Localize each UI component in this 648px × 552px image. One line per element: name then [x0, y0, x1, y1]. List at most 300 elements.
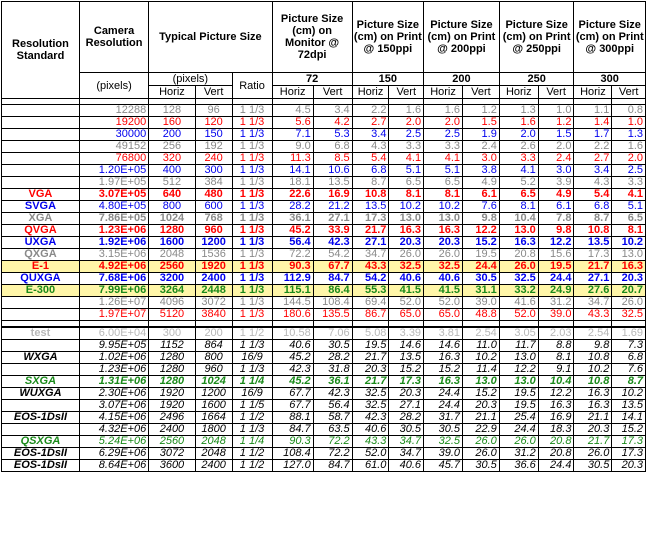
cell-monitor-horiz: 67.7	[272, 388, 313, 400]
cell-ratio: 1 1/3	[232, 213, 272, 225]
cell-monitor-horiz: 11.3	[272, 153, 313, 165]
cell-200-vert: 19.5	[463, 249, 500, 261]
cell-200-vert: 20.3	[463, 400, 500, 412]
cell-pixels-horiz: 1280	[149, 364, 196, 376]
cell-pixels-horiz: 3264	[149, 285, 196, 297]
table-row	[2, 388, 646, 400]
cell-standard: QXGA	[2, 249, 80, 261]
cell-150-horiz: 86.7	[352, 309, 389, 321]
cell-250-horiz: 26.0	[499, 436, 538, 448]
cell-pixels-vert: 150	[195, 129, 232, 141]
cell-150-horiz: 17.3	[352, 213, 389, 225]
cell-250-vert: 6.1	[538, 201, 574, 213]
cell-250-horiz: 6.5	[499, 189, 538, 201]
cell-monitor-horiz: 4.5	[272, 105, 313, 117]
cell-250-horiz: 19.5	[499, 400, 538, 412]
cell-150-horiz: 27.1	[352, 237, 389, 249]
cell-monitor-vert: 56.4	[313, 400, 352, 412]
cell-300-vert: 1.3	[612, 129, 646, 141]
cell-standard	[2, 297, 80, 309]
header-ppi-150: 150	[352, 73, 423, 86]
cell-300-horiz: 10.8	[574, 225, 612, 237]
cell-pixels-horiz: 2496	[149, 412, 196, 424]
cell-150-horiz: 21.7	[352, 376, 389, 388]
cell-300-horiz: 10.2	[574, 364, 612, 376]
cell-300-horiz: 3.4	[574, 165, 612, 177]
cell-150-horiz: 34.7	[352, 249, 389, 261]
cell-200-vert: 30.5	[463, 460, 500, 472]
cell-150-horiz: 32.5	[352, 400, 389, 412]
cell-150-horiz: 10.8	[352, 189, 389, 201]
cell-150-horiz: 3.4	[352, 129, 389, 141]
table-row	[2, 237, 646, 249]
cell-pixels-vert: 240	[195, 153, 232, 165]
cell-250-horiz: 8.1	[499, 201, 538, 213]
cell-150-vert: 5.1	[389, 165, 424, 177]
cell-pixels-horiz: 1280	[149, 352, 196, 364]
header-dpi-72: 72	[272, 73, 352, 86]
cell-200-horiz: 20.3	[424, 237, 463, 249]
cell-150-vert: 20.3	[389, 388, 424, 400]
cell-ratio: 1 1/3	[232, 189, 272, 201]
table-row	[2, 189, 646, 201]
cell-300-vert: 16.3	[612, 261, 646, 273]
cell-standard: EOS-1DsII	[2, 412, 80, 424]
table-row	[2, 105, 646, 117]
cell-resolution: 49152	[79, 141, 148, 153]
cell-ratio: 1 1/3	[232, 129, 272, 141]
cell-250-horiz: 3.05	[499, 327, 538, 340]
cell-250-vert: 16.9	[538, 412, 574, 424]
cell-monitor-horiz: 115.1	[272, 285, 313, 297]
cell-pixels-vert: 3072	[195, 297, 232, 309]
cell-300-horiz: 2.7	[574, 153, 612, 165]
cell-250-vert: 12.2	[538, 388, 574, 400]
cell-250-horiz: 41.6	[499, 297, 538, 309]
cell-200-horiz: 5.1	[424, 165, 463, 177]
cell-monitor-vert: 36.1	[313, 376, 352, 388]
cell-standard: EOS-1DsII	[2, 460, 80, 472]
header-resolution-standard: Resolution Standard	[2, 2, 80, 99]
cell-standard	[2, 364, 80, 376]
cell-200-vert: 31.1	[463, 285, 500, 297]
cell-250-horiz: 16.3	[499, 237, 538, 249]
header-vert: Vert	[463, 86, 500, 99]
cell-250-vert: 18.3	[538, 424, 574, 436]
table-row	[2, 177, 646, 189]
cell-250-vert: 9.8	[538, 225, 574, 237]
cell-300-horiz: 9.8	[574, 340, 612, 352]
header-camera-resolution: Camera Resolution	[79, 2, 148, 73]
cell-monitor-horiz: 72.2	[272, 249, 313, 261]
table-row	[2, 165, 646, 177]
cell-pixels-vert: 96	[195, 105, 232, 117]
cell-200-vert: 3.8	[463, 165, 500, 177]
cell-250-vert: 15.6	[538, 249, 574, 261]
cell-150-horiz: 54.2	[352, 273, 389, 285]
table-row	[2, 327, 646, 340]
cell-250-horiz: 26.0	[499, 261, 538, 273]
cell-resolution: 1.23E+06	[79, 225, 148, 237]
cell-150-vert: 32.5	[389, 261, 424, 273]
cell-resolution: 3.07E+05	[79, 189, 148, 201]
cell-ratio: 1 1/3	[232, 249, 272, 261]
cell-250-horiz: 13.0	[499, 352, 538, 364]
cell-250-horiz: 5.2	[499, 177, 538, 189]
cell-300-vert: 20.3	[612, 460, 646, 472]
header-horiz: Horiz	[272, 86, 313, 99]
cell-300-horiz: 2.2	[574, 141, 612, 153]
cell-250-horiz: 2.0	[499, 129, 538, 141]
cell-pixels-horiz: 1024	[149, 213, 196, 225]
table-row	[2, 273, 646, 285]
cell-pixels-horiz: 2048	[149, 249, 196, 261]
cell-200-vert: 39.0	[463, 297, 500, 309]
cell-resolution: 7.68E+06	[79, 273, 148, 285]
cell-pixels-horiz: 3072	[149, 448, 196, 460]
table-row	[2, 412, 646, 424]
cell-300-horiz: 43.3	[574, 309, 612, 321]
cell-200-horiz: 15.2	[424, 364, 463, 376]
cell-150-vert: 30.5	[389, 424, 424, 436]
cell-250-horiz: 19.5	[499, 388, 538, 400]
cell-200-horiz: 3.81	[424, 327, 463, 340]
cell-150-horiz: 61.0	[352, 460, 389, 472]
cell-resolution: 1.02E+06	[79, 352, 148, 364]
cell-pixels-vert: 1664	[195, 412, 232, 424]
cell-150-horiz: 13.5	[352, 201, 389, 213]
cell-resolution: 1.97E+05	[79, 177, 148, 189]
table-row	[2, 225, 646, 237]
cell-150-horiz: 19.5	[352, 340, 389, 352]
cell-200-horiz: 41.5	[424, 285, 463, 297]
cell-resolution: 19200	[79, 117, 148, 129]
table-row	[2, 424, 646, 436]
cell-ratio: 1 1/2	[232, 460, 272, 472]
cell-300-horiz: 27.6	[574, 285, 612, 297]
cell-ratio: 16/9	[232, 388, 272, 400]
cell-200-horiz: 32.5	[424, 261, 463, 273]
cell-ratio: 1 1/3	[232, 340, 272, 352]
cell-250-vert: 3.9	[538, 177, 574, 189]
cell-pixels-vert: 1200	[195, 237, 232, 249]
cell-monitor-vert: 72.2	[313, 436, 352, 448]
cell-300-horiz: 27.1	[574, 273, 612, 285]
table-row	[2, 364, 646, 376]
cell-150-vert: 40.6	[389, 460, 424, 472]
cell-150-vert: 52.0	[389, 297, 424, 309]
cell-pixels-horiz: 640	[149, 189, 196, 201]
cell-pixels-vert: 384	[195, 177, 232, 189]
cell-150-vert: 41.5	[389, 285, 424, 297]
cell-200-vert: 1.9	[463, 129, 500, 141]
table-row	[2, 201, 646, 213]
cell-150-horiz: 20.3	[352, 364, 389, 376]
cell-monitor-vert: 42.3	[313, 388, 352, 400]
cell-300-vert: 0.8	[612, 105, 646, 117]
header-typical-picture-size: Typical Picture Size	[149, 2, 272, 73]
cell-250-horiz: 2.6	[499, 141, 538, 153]
header-monitor-72dpi: Picture Size (cm) on Monitor @ 72dpi	[272, 2, 352, 73]
cell-monitor-vert: 8.5	[313, 153, 352, 165]
cell-300-horiz: 5.4	[574, 189, 612, 201]
cell-150-horiz: 8.7	[352, 177, 389, 189]
header-horiz: Horiz	[574, 86, 612, 99]
table-row	[2, 400, 646, 412]
cell-ratio: 1 1/3	[232, 309, 272, 321]
cell-150-horiz: 2.2	[352, 105, 389, 117]
cell-monitor-vert: 5.3	[313, 129, 352, 141]
cell-resolution: 6.00E+04	[79, 327, 148, 340]
cell-150-horiz: 6.8	[352, 165, 389, 177]
cell-200-horiz: 8.1	[424, 189, 463, 201]
cell-pixels-vert: 300	[195, 165, 232, 177]
cell-pixels-horiz: 2400	[149, 424, 196, 436]
cell-ratio: 1 1/3	[232, 225, 272, 237]
cell-250-horiz: 1.3	[499, 105, 538, 117]
cell-250-vert: 8.1	[538, 352, 574, 364]
cell-resolution: 6.29E+06	[79, 448, 148, 460]
cell-150-horiz: 5.4	[352, 153, 389, 165]
cell-250-horiz: 11.7	[499, 340, 538, 352]
cell-ratio: 1 1/3	[232, 201, 272, 213]
cell-resolution: 30000	[79, 129, 148, 141]
cell-monitor-horiz: 180.6	[272, 309, 313, 321]
cell-pixels-horiz: 200	[149, 129, 196, 141]
cell-200-vert: 13.0	[463, 376, 500, 388]
cell-250-horiz: 13.0	[499, 376, 538, 388]
cell-300-horiz: 21.7	[574, 436, 612, 448]
cell-250-horiz: 36.6	[499, 460, 538, 472]
cell-300-horiz: 6.8	[574, 201, 612, 213]
cell-pixels-vert: 1800	[195, 424, 232, 436]
cell-300-horiz: 1.4	[574, 117, 612, 129]
cell-300-horiz: 16.3	[574, 400, 612, 412]
cell-standard: QSXGA	[2, 436, 80, 448]
cell-monitor-horiz: 7.1	[272, 129, 313, 141]
cell-250-horiz: 13.0	[499, 225, 538, 237]
cell-150-vert: 1.6	[389, 105, 424, 117]
cell-150-vert: 3.3	[389, 141, 424, 153]
cell-ratio: 1 1/3	[232, 117, 272, 129]
header-pixels-unit: (pixels)	[79, 73, 148, 99]
cell-250-horiz: 33.2	[499, 285, 538, 297]
table-row	[2, 285, 646, 297]
cell-200-vert: 30.5	[463, 273, 500, 285]
cell-monitor-horiz: 90.3	[272, 436, 313, 448]
cell-standard	[2, 177, 80, 189]
cell-pixels-vert: 200	[195, 327, 232, 340]
cell-250-vert: 2.0	[538, 141, 574, 153]
cell-monitor-vert: 13.5	[313, 177, 352, 189]
table-row	[2, 261, 646, 273]
cell-150-vert: 34.7	[389, 436, 424, 448]
cell-150-vert: 10.2	[389, 201, 424, 213]
cell-150-vert: 8.1	[389, 189, 424, 201]
cell-250-vert: 3.0	[538, 165, 574, 177]
cell-pixels-horiz: 300	[149, 327, 196, 340]
cell-300-horiz: 13.5	[574, 237, 612, 249]
cell-250-vert: 16.3	[538, 400, 574, 412]
header-vert: Vert	[195, 86, 232, 99]
cell-ratio: 1 1/3	[232, 261, 272, 273]
header-ratio: Ratio	[232, 73, 272, 99]
cell-150-horiz: 40.6	[352, 424, 389, 436]
cell-200-vert: 15.2	[463, 237, 500, 249]
cell-resolution: 1.20E+05	[79, 165, 148, 177]
header-ppi-300: 300	[574, 73, 646, 86]
cell-150-vert: 6.5	[389, 177, 424, 189]
cell-pixels-vert: 1600	[195, 400, 232, 412]
cell-150-vert: 4.1	[389, 153, 424, 165]
cell-200-horiz: 2.5	[424, 129, 463, 141]
resolution-table	[1, 1, 646, 472]
cell-200-horiz: 39.0	[424, 448, 463, 460]
cell-standard: WUXGA	[2, 388, 80, 400]
cell-200-horiz: 16.3	[424, 225, 463, 237]
cell-standard	[2, 117, 80, 129]
cell-monitor-vert: 21.2	[313, 201, 352, 213]
table-row	[2, 213, 646, 225]
cell-250-vert: 2.4	[538, 153, 574, 165]
cell-pixels-horiz: 1280	[149, 376, 196, 388]
cell-resolution: 1.23E+06	[79, 364, 148, 376]
cell-resolution: 4.80E+05	[79, 201, 148, 213]
cell-150-horiz: 42.3	[352, 412, 389, 424]
cell-monitor-vert: 72.2	[313, 448, 352, 460]
cell-300-horiz: 10.8	[574, 376, 612, 388]
cell-pixels-horiz: 1152	[149, 340, 196, 352]
cell-monitor-vert: 67.7	[313, 261, 352, 273]
cell-250-vert: 24.9	[538, 285, 574, 297]
cell-200-horiz: 2.0	[424, 117, 463, 129]
table-row	[2, 448, 646, 460]
cell-ratio: 1 1/2	[232, 327, 272, 340]
cell-ratio: 1 1/3	[232, 105, 272, 117]
cell-250-vert: 31.2	[538, 297, 574, 309]
cell-resolution: 1.26E+07	[79, 297, 148, 309]
cell-300-vert: 1.69	[612, 327, 646, 340]
cell-200-vert: 11.0	[463, 340, 500, 352]
cell-250-vert: 1.2	[538, 117, 574, 129]
cell-300-horiz: 1.1	[574, 105, 612, 117]
cell-resolution: 4.15E+06	[79, 412, 148, 424]
cell-200-vert: 24.4	[463, 261, 500, 273]
cell-standard: SVGA	[2, 201, 80, 213]
cell-150-horiz: 69.4	[352, 297, 389, 309]
cell-monitor-horiz: 10.58	[272, 327, 313, 340]
cell-300-vert: 1.6	[612, 141, 646, 153]
cell-200-vert: 2.4	[463, 141, 500, 153]
cell-250-horiz: 12.2	[499, 364, 538, 376]
cell-monitor-horiz: 9.0	[272, 141, 313, 153]
cell-250-vert: 24.4	[538, 460, 574, 472]
header-print-200ppi: Picture Size (cm) on Print @ 200ppi	[424, 2, 500, 73]
cell-150-vert: 26.0	[389, 249, 424, 261]
cell-monitor-horiz: 88.1	[272, 412, 313, 424]
cell-pixels-horiz: 3200	[149, 273, 196, 285]
cell-pixels-vert: 1536	[195, 249, 232, 261]
cell-monitor-vert: 108.4	[313, 297, 352, 309]
cell-300-vert: 13.0	[612, 249, 646, 261]
cell-resolution: 4.32E+06	[79, 424, 148, 436]
cell-200-horiz: 16.3	[424, 352, 463, 364]
cell-monitor-vert: 16.9	[313, 189, 352, 201]
cell-monitor-vert: 3.4	[313, 105, 352, 117]
cell-resolution: 12288	[79, 105, 148, 117]
cell-250-horiz: 20.8	[499, 249, 538, 261]
cell-monitor-vert: 84.7	[313, 460, 352, 472]
cell-standard	[2, 105, 80, 117]
cell-300-vert: 32.5	[612, 309, 646, 321]
cell-pixels-vert: 192	[195, 141, 232, 153]
cell-300-horiz: 17.3	[574, 249, 612, 261]
cell-monitor-vert: 63.5	[313, 424, 352, 436]
cell-250-vert: 7.8	[538, 213, 574, 225]
cell-standard: E-1	[2, 261, 80, 273]
table-row	[2, 249, 646, 261]
cell-pixels-vert: 2048	[195, 436, 232, 448]
cell-pixels-vert: 960	[195, 364, 232, 376]
cell-150-vert: 14.6	[389, 340, 424, 352]
table-row	[2, 460, 646, 472]
cell-300-vert: 13.5	[612, 400, 646, 412]
header-vert: Vert	[389, 86, 424, 99]
cell-monitor-horiz: 36.1	[272, 213, 313, 225]
cell-ratio: 1 1/3	[232, 237, 272, 249]
cell-150-vert: 20.3	[389, 237, 424, 249]
cell-200-horiz: 26.0	[424, 249, 463, 261]
cell-300-vert: 14.1	[612, 412, 646, 424]
cell-300-horiz: 4.3	[574, 177, 612, 189]
cell-300-vert: 15.2	[612, 424, 646, 436]
cell-200-vert: 12.2	[463, 225, 500, 237]
cell-250-horiz: 25.4	[499, 412, 538, 424]
cell-pixels-vert: 120	[195, 117, 232, 129]
cell-monitor-vert: 28.2	[313, 352, 352, 364]
cell-pixels-horiz: 400	[149, 165, 196, 177]
cell-standard	[2, 309, 80, 321]
cell-250-horiz: 52.0	[499, 309, 538, 321]
cell-300-horiz: 21.7	[574, 261, 612, 273]
cell-monitor-horiz: 112.9	[272, 273, 313, 285]
cell-pixels-horiz: 2560	[149, 436, 196, 448]
cell-pixels-horiz: 1920	[149, 400, 196, 412]
table-row	[2, 436, 646, 448]
cell-monitor-vert: 4.2	[313, 117, 352, 129]
cell-standard	[2, 129, 80, 141]
cell-300-vert: 6.8	[612, 352, 646, 364]
cell-150-horiz: 4.3	[352, 141, 389, 153]
cell-300-vert: 5.1	[612, 201, 646, 213]
cell-250-horiz: 32.5	[499, 273, 538, 285]
cell-monitor-horiz: 14.1	[272, 165, 313, 177]
cell-resolution: 3.15E+06	[79, 249, 148, 261]
cell-300-vert: 3.3	[612, 177, 646, 189]
table-row	[2, 153, 646, 165]
cell-150-vert: 2.0	[389, 117, 424, 129]
cell-200-vert: 22.9	[463, 424, 500, 436]
cell-monitor-horiz: 56.4	[272, 237, 313, 249]
cell-pixels-horiz: 1600	[149, 237, 196, 249]
table-row	[2, 129, 646, 141]
cell-standard: E-300	[2, 285, 80, 297]
cell-monitor-horiz: 5.6	[272, 117, 313, 129]
cell-standard: EOS-1DsII	[2, 448, 80, 460]
cell-standard	[2, 141, 80, 153]
cell-250-vert: 24.4	[538, 273, 574, 285]
cell-monitor-horiz: 144.5	[272, 297, 313, 309]
